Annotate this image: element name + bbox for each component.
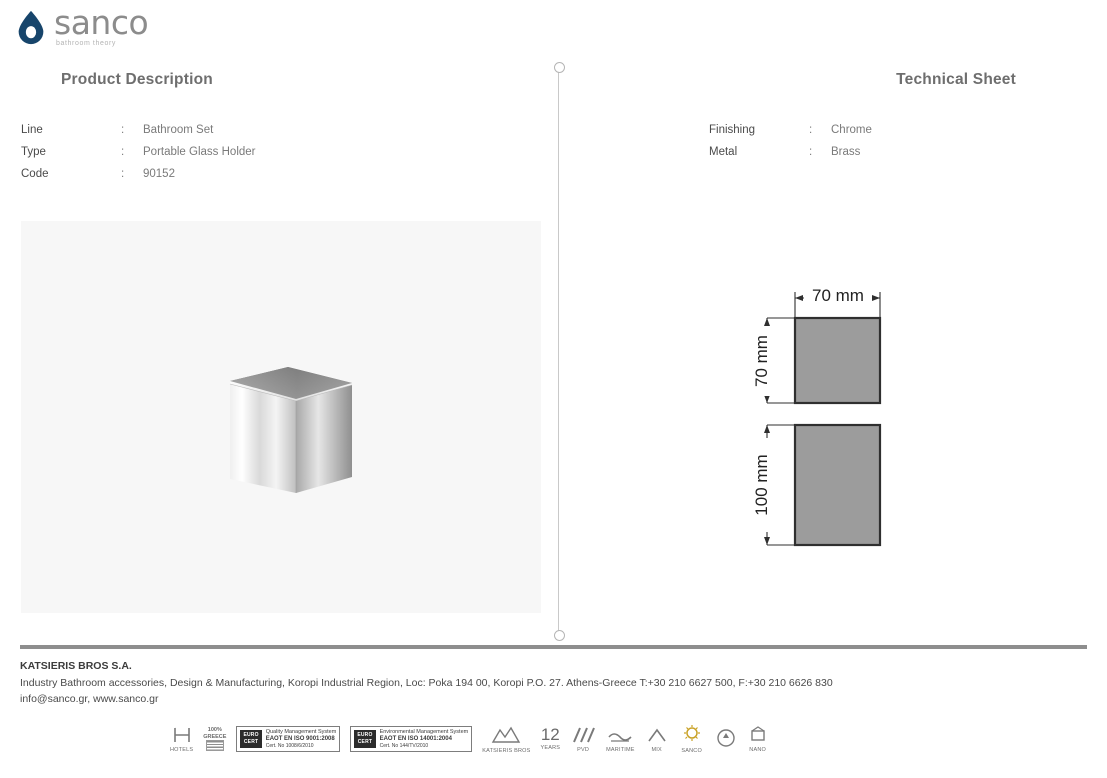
badge-label: MARITIME	[606, 746, 635, 753]
technical-spec-table	[709, 124, 872, 168]
hotel-icon	[171, 725, 193, 745]
top-view-square	[795, 318, 880, 403]
nano-icon	[747, 725, 769, 745]
badge-line2: GREECE	[203, 733, 227, 740]
cert-line-3: Cert. No 1008/6/2010	[265, 743, 314, 750]
brand-tagline: bathroom theory	[56, 40, 116, 47]
spec-colon: :	[121, 124, 125, 136]
table-row	[21, 124, 256, 146]
spec-colon: :	[809, 124, 813, 136]
water-drop-icon	[12, 8, 50, 46]
footer-address: Industry Bathroom accessories, Design & Manufacturing, Koropi Industrial Region, Loc: Poka 194 00, Koropi P.O. 27. Athens-Greece T:+30 210 6627 500, F:+30 210 6626 830	[20, 677, 833, 689]
badge-maritime	[606, 725, 635, 754]
cert-line-3: Cert. No 144/TV/2010	[379, 743, 429, 750]
badge-quality-management	[236, 726, 340, 752]
spec-colon: :	[809, 146, 813, 158]
badge-nano	[747, 725, 769, 754]
badge-label: HOTELS	[170, 746, 194, 753]
spec-value: 90152	[143, 168, 175, 180]
recycle-icon	[715, 727, 737, 749]
spec-value: Brass	[831, 146, 861, 158]
product-description-title: Product Description	[61, 71, 213, 88]
badge-environmental-management	[350, 726, 472, 752]
spec-value: Chrome	[831, 124, 872, 136]
dimension-height-front: 100 mm	[752, 454, 771, 516]
table-row	[21, 168, 256, 190]
badge-sanco-hotel	[679, 724, 705, 755]
badge-number: 12	[540, 725, 560, 745]
cert-line-2: EAOT EN ISO 9001:2008	[265, 735, 335, 742]
product-photo-glass-holder	[226, 365, 356, 495]
spec-label: Line	[21, 124, 43, 136]
arrow-up-icon	[645, 725, 669, 745]
badge-line1: 100%	[207, 726, 222, 733]
lamp-icon	[679, 724, 705, 746]
greek-flag-icon	[206, 740, 224, 751]
footer-divider	[20, 645, 1087, 649]
wave-icon	[606, 725, 634, 745]
badge-twelve-years	[540, 726, 560, 752]
badge-label: SANCO	[681, 747, 702, 754]
badge-katsieris-bros	[482, 724, 530, 755]
divider-dot-bottom	[554, 630, 565, 641]
product-image-panel	[21, 221, 541, 613]
table-row	[709, 146, 872, 168]
brand-logo	[12, 3, 149, 47]
stripes-icon	[570, 725, 596, 745]
badge-label: MIX	[651, 746, 662, 753]
technical-sheet-title: Technical Sheet	[896, 71, 1016, 88]
dimension-width-top: 70 mm	[812, 286, 864, 305]
spec-label: Code	[21, 168, 49, 180]
cert-line-2: EAOT EN ISO 14001:2004	[379, 735, 452, 742]
spec-value: Bathroom Set	[143, 124, 214, 136]
table-row	[21, 146, 256, 168]
footer-contact: info@sanco.gr, www.sanco.gr	[20, 693, 159, 705]
spec-label: Type	[21, 146, 46, 158]
badge-recycle	[715, 727, 737, 751]
spec-colon: :	[121, 146, 125, 158]
badge-mix	[645, 725, 669, 754]
badge-made-in-greece	[203, 727, 226, 752]
badge-hotels	[170, 725, 193, 754]
badge-label: NANO	[749, 746, 766, 753]
eurocert-logo: EURO CERT	[354, 730, 375, 748]
divider-dot-top	[554, 62, 565, 73]
cert-line-1: Quality Management System	[265, 728, 337, 735]
certification-badge-strip	[170, 715, 990, 763]
cert-line-1: Environmental Management System	[379, 728, 469, 735]
dimension-height-top: 70 mm	[752, 335, 771, 387]
badge-label: PVD	[577, 746, 590, 753]
spec-label: Finishing	[709, 124, 756, 136]
technical-drawing	[700, 270, 960, 560]
spec-colon: :	[121, 168, 125, 180]
mountain-icon	[491, 724, 521, 746]
eurocert-logo: EURO CERT	[240, 730, 261, 748]
brand-name: sanco	[54, 3, 149, 42]
table-row	[709, 124, 872, 146]
badge-label: YEARS	[540, 745, 561, 752]
footer-company-name: KATSIERIS BROS S.A.	[20, 660, 132, 672]
badge-pvd	[570, 725, 596, 754]
spec-label: Metal	[709, 146, 738, 158]
product-spec-table	[21, 124, 256, 190]
section-divider	[558, 67, 559, 635]
badge-label: KATSIERIS BROS	[482, 747, 531, 754]
front-view-rect	[795, 425, 880, 545]
spec-value: Portable Glass Holder	[143, 146, 256, 158]
